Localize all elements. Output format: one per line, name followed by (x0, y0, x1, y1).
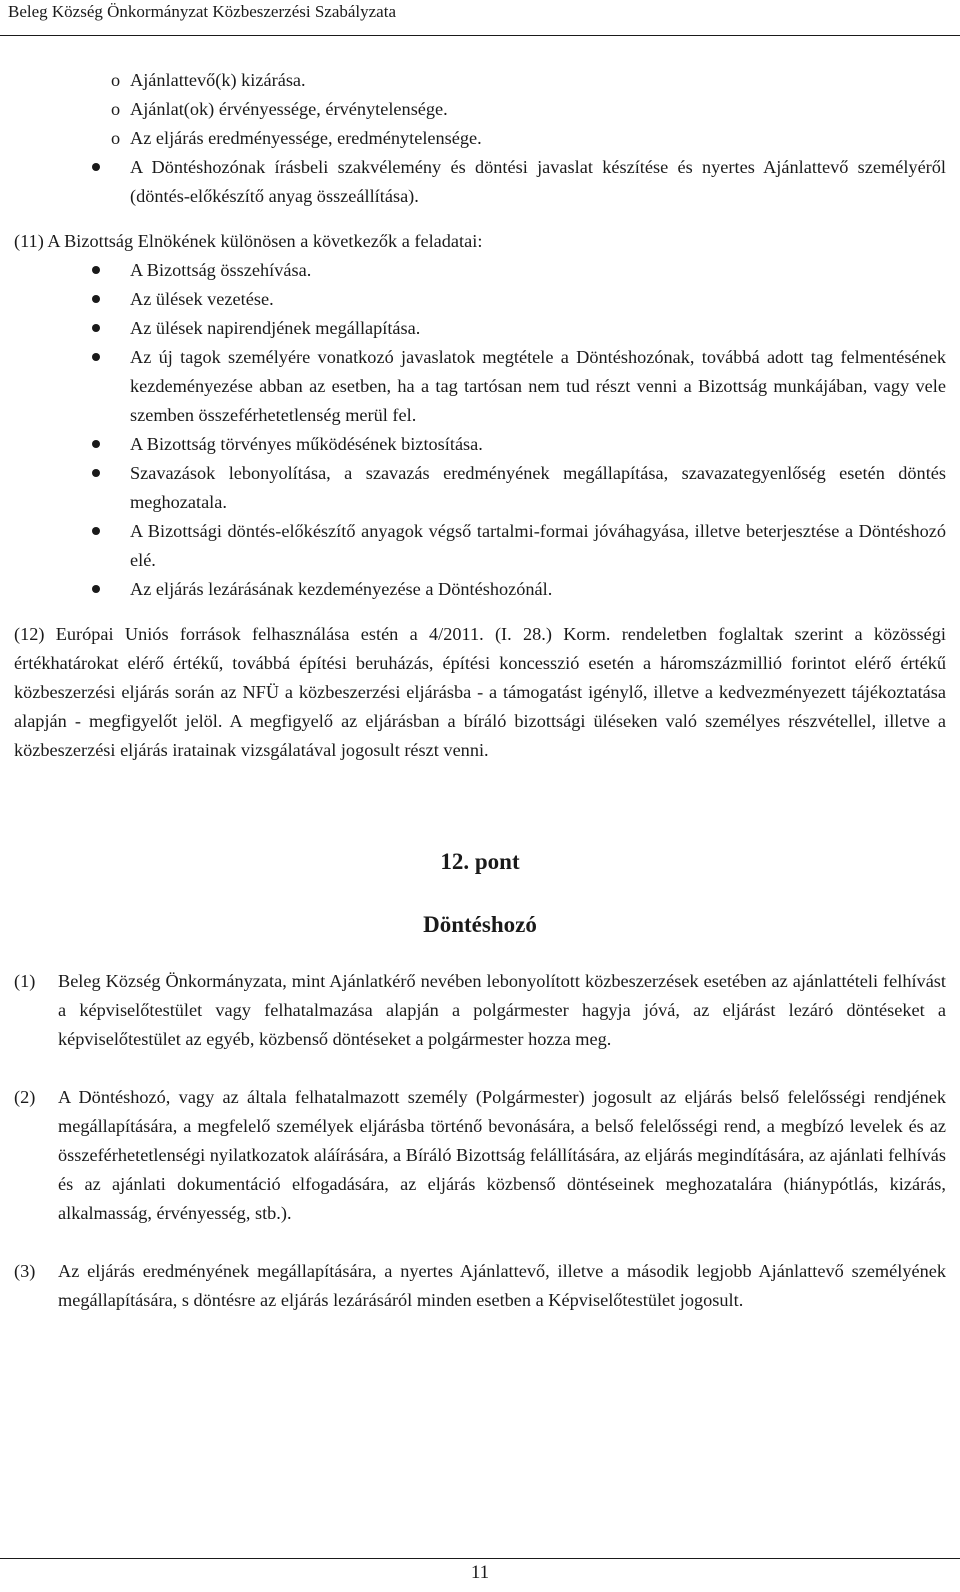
bullet-icon (86, 343, 106, 372)
circle-marker-icon: o (111, 128, 121, 148)
list-item: A Bizottság összehívása. (14, 256, 946, 285)
section-11-intro: (11) A Bizottság Elnökének különösen a következők a feladatai: (14, 231, 483, 251)
bullet-icon (86, 575, 106, 604)
document-title: Beleg Község Önkormányzat Közbeszerzési Szabályzata (8, 2, 396, 21)
list-item: A Döntéshozónak írásbeli szakvélemény és döntési javaslat készítése és nyertes Ajánlattevő személyéről (döntés-előkészítő anyag összeállítása). (14, 153, 946, 211)
section-12-paragraph: (12) Európai Uniós források felhasználása estén a 4/2011. (I. 28.) Korm. rendeletben foglaltak szerint a közösségi értékhatárokat elérő értékű, továbbá építési beruházás, építési koncesszió esetén a háromszázmillió forintot elérő értékű közbeszerzési eljárás során az NFÜ a közbeszerzési eljárásba - a támogatást igénylő, illetve a kedvezményezett tájékoztatása alapján - megfigyelőt jelöl. A megfigyelő az eljárásban a bíráló bizottsági üléseken való személyes részvétellel, illetve a közbeszerzési eljárás iratainak vizsgálatával jogosult részt venni. (14, 624, 946, 760)
bullet-icon (86, 430, 106, 459)
list-item: Az ülések napirendjének megállapítása. (14, 314, 946, 343)
list-item: A Bizottság törvényes működésének biztosítása. (14, 430, 946, 459)
page-header (0, 0, 960, 36)
bullet-icon (86, 285, 106, 314)
numbered-paragraph-1: (1) Beleg Község Önkormányzata, mint Ajánlatkérő nevében lebonyolított közbeszerzések esetében az ajánlattételi felhívást a képviselőtestület vagy felhatalmazása alapján a polgármester hagyja jóvá, az eljárást lezáró döntéseket a képviselőtestület az egyéb, közbenső döntéseket a polgármester hozza meg. (14, 967, 946, 1054)
list-item: Az eljárás lezárásának kezdeményezése a Döntéshozónál. (14, 575, 946, 604)
list-item: o Ajánlat(ok) érvényessége, érvénytelensége. (14, 95, 946, 124)
list-item: A Bizottsági döntés-előkészítő anyagok végső tartalmi-formai jóváhagyása, illetve beterjesztése a Döntéshozó elé. (14, 517, 946, 575)
bullet-icon (86, 459, 106, 488)
bullet-list (14, 153, 946, 211)
section-11-list (14, 256, 946, 604)
numbered-paragraph-3: (3) Az eljárás eredményének megállapítására, a nyertes Ajánlattevő, illetve a második legjobb Ajánlattevő személyének megállapítására, s döntésre az eljárás lezárásáról minden esetben a Képviselőtestület jogosult. (14, 1257, 946, 1315)
bullet-icon (86, 256, 106, 285)
circle-marker-icon: o (111, 70, 121, 90)
bullet-icon (86, 153, 106, 182)
paragraph-number: (3) (14, 1261, 36, 1281)
circle-marker-icon: o (111, 99, 121, 119)
list-item: Az ülések vezetése. (14, 285, 946, 314)
list-item: Szavazások lebonyolítása, a szavazás eredményének megállapítása, szavazategyenlőség esetén döntés meghozatala. (14, 459, 946, 517)
paragraph-number: (1) (14, 971, 36, 991)
sub-list (14, 66, 946, 153)
numbered-paragraph-2: (2) A Döntéshozó, vagy az általa felhatalmazott személy (Polgármester) jogosult az eljárás belső felelősségi rendjének megállapítására, a megfelelő személyek eljárásba történő bevonására, a belső felelősségi rend, a megbízó levelek és az összeférhetetlenségi nyilatkozatok aláírására, a Bíráló Bizottság felállítására, az eljárás megindítására, az ajánlati felhívás és az ajánlati dokumentáció elfogadására, az eljárás közbenső döntéseinek meghozatalára (hiánypótlás, kizárás, alkalmasság, érvényesség, stb.). (14, 1083, 946, 1228)
section-title: Döntéshozó (423, 912, 537, 937)
list-item: o Az eljárás eredményessége, eredménytelensége. (14, 124, 946, 153)
page-number: 11 (470, 1562, 490, 1583)
list-item: o Ajánlattevő(k) kizárása. (14, 66, 946, 95)
paragraph-number: (2) (14, 1087, 36, 1107)
page-footer (0, 1558, 960, 1592)
list-item: Az új tagok személyére vonatkozó javaslatok megtétele a Döntéshozónak, továbbá adott tag felmentésének kezdeményezése abban az esetben, ha a tag tartósan nem tud részt venni a Bizottság munkájában, vagy vele szemben összeférhetetlenség merül fel. (14, 343, 946, 430)
point-heading: 12. pont (440, 849, 520, 874)
bullet-icon (86, 517, 106, 546)
document-body (14, 66, 946, 1315)
bullet-icon (86, 314, 106, 343)
